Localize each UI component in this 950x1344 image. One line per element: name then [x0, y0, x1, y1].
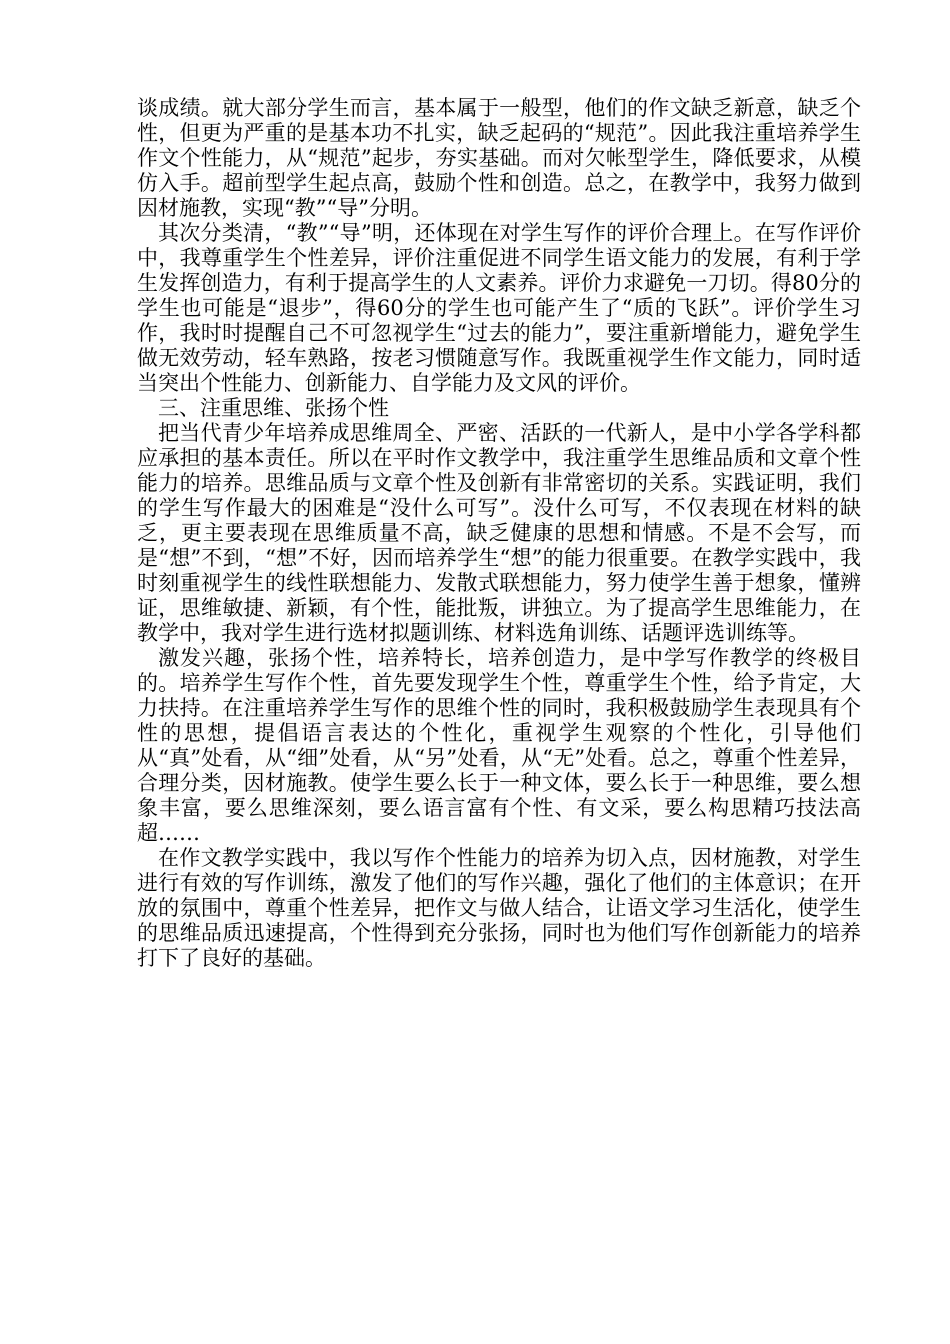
paragraph-interest: 激发兴趣，张扬个性，培养特长，培养创造力，是中学写作教学的终极目的。培养学生写作个性，首先要发现学生个性，尊重学生个性，给予肯定，大力扶持。在注重培养学生写作的思维个性的同时，我积极鼓励学生表现具有个性的思想，提倡语言表达的个性化，重视学生观察的个性化，引导他们从“真”处看，从“细”处看，从“另”处看，从“无”处看。总之，尊重个性差异，合理分类，因材施教。使学生要么长于一种文体，要么长于一种思维，要么想象丰富，要么思维深刻，要么语言富有个性、有文采，要么构思精巧技法高超……	[137, 646, 861, 845]
document-body	[137, 96, 861, 971]
paragraph-evaluation: 其次分类清，“教”“导”明，还体现在对学生写作的评价合理上。在写作评价中，我尊重学生个性差异，评价注重促进不同学生语文能力的发展，有利于学生发挥创造力，有利于提高学生的人文素养。评价力求避免一刀切。得80分的学生也可能是“退步”，得60分的学生也可能产生了“质的飞跃”。评价学生习作，我时时提醒自己不可忽视学生“过去的能力”，要注重新增能力，避免学生做无效劳动，轻车熟路，按老习惯随意写作。我既重视学生作文能力，同时适当突出个性能力、创新能力、自学能力及文风的评价。	[137, 221, 861, 395]
section-heading: 三、注重思维、张扬个性	[158, 396, 389, 420]
paragraph-continuation: 谈成绩。就大部分学生而言，基本属于一般型，他们的作文缺乏新意，缺乏个性，但更为严重的是基本功不扎实，缺乏起码的“规范”。因此我注重培养学生作文个性能力，从“规范”起步，夯实基础。而对欠帐型学生，降低要求，从模仿入手。超前型学生起点高，鼓励个性和创造。总之，在教学中，我努力做到因材施教，实现“教”“导”分明。	[137, 96, 861, 220]
paragraph-conclusion: 在作文教学实践中，我以写作个性能力的培养为切入点，因材施教，对学生进行有效的写作训练，激发了他们的写作兴趣，强化了他们的主体意识；在开放的氛围中，尊重个性差异，把作文与做人结合，让语文学习生活化，使学生的思维品质迅速提高，个性得到充分张扬，同时也为他们写作创新能力的培养打下了良好的基础。	[137, 846, 861, 970]
paragraph-thinking: 把当代青少年培养成思维周全、严密、活跃的一代新人，是中小学各学科都应承担的基本责任。所以在平时作文教学中，我注重学生思维品质和文章个性能力的培养。思维品质与文章个性及创新有非常密切的关系。实践证明，我们的学生写作最大的困难是“没什么可写”。没什么可写，不仅表现在材料的缺乏，更主要表现在思维质量不高，缺乏健康的思想和情感。不是不会写，而是“想”不到，“想”不好，因而培养学生“想”的能力很重要。在教学实践中，我时刻重视学生的线性联想能力、发散式联想能力，努力使学生善于想象，懂辨证，思维敏捷、新颖，有个性，能批叛，讲独立。为了提高学生思维能力，在教学中，我对学生进行选材拟题训练、材料选角训练、话题评选训练等。	[137, 421, 861, 645]
